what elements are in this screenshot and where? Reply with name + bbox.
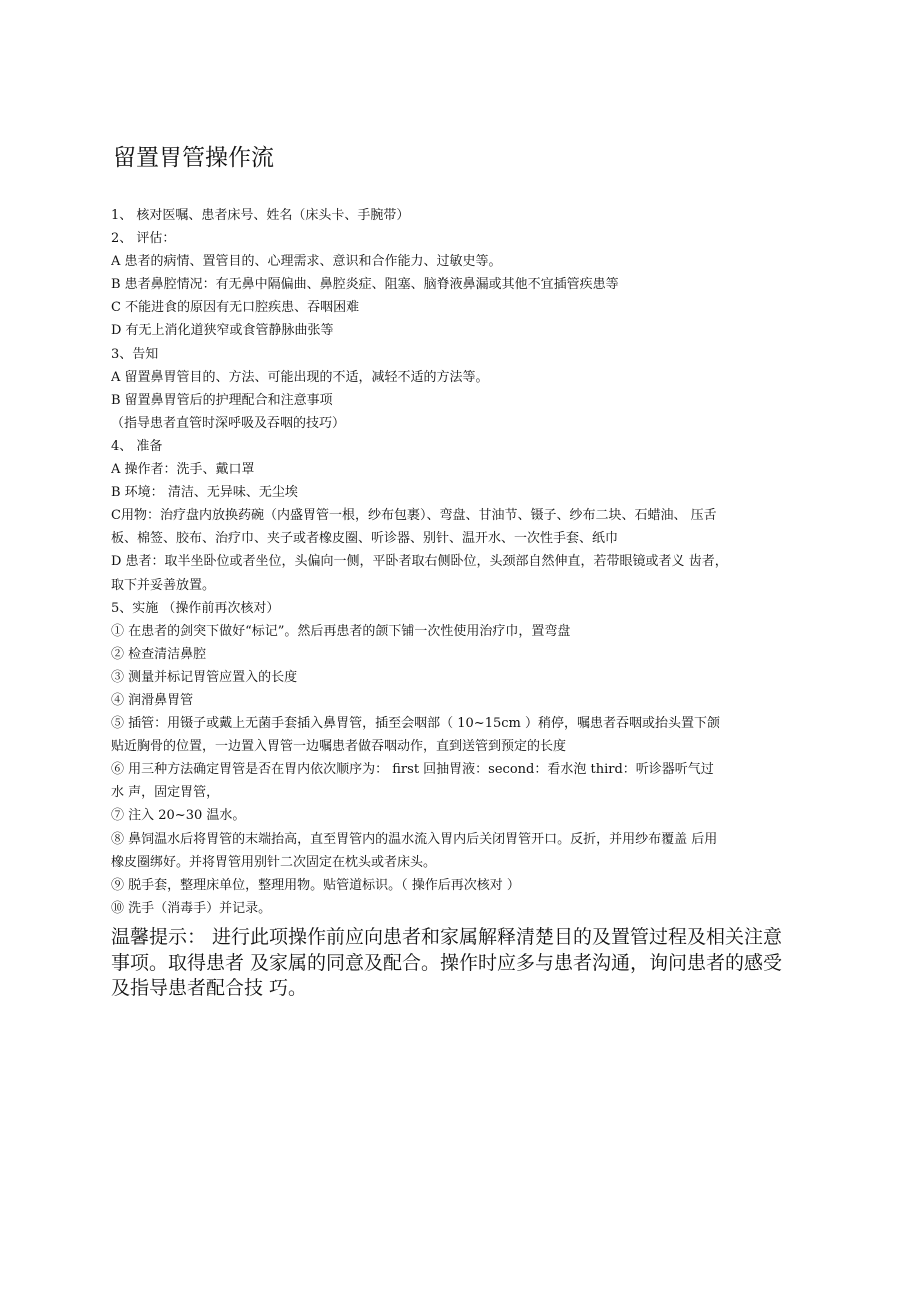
step-line: 1、 核对医嘱、患者床号、姓名（床头卡、手腕带） xyxy=(111,208,410,223)
step-line: C用物：治疗盘内放换药碗（内盛胃管一根，纱布包裹）、弯盘、甘油节、镊子、纱布二块、石蜡油、 压舌 xyxy=(111,508,717,524)
step-line: ② 检查清洁鼻腔 xyxy=(111,646,207,662)
step-line: B 环境： 清洁、无异味、无尘埃 xyxy=(111,485,298,501)
note-line: 温馨提示： 进行此项操作前应向患者和家属解释清楚目的及置管过程及相关注意 xyxy=(111,926,783,948)
step-line: ⑦ 注入 20~30 温水。 xyxy=(111,808,246,824)
step-line: ⑥ 用三种方法确定胃管是否在胃内依次顺序为： first 回抽胃液：second：看水泡 third：听诊器听气过 xyxy=(111,762,714,778)
step-line: ⑩ 洗手（消毒手）并记录。 xyxy=(111,900,272,916)
step-line: B 留置鼻胃管后的护理配合和注意事项 xyxy=(111,392,333,408)
step-line: 橡皮圈绑好。并将胃管用别针二次固定在枕头或者床头。 xyxy=(111,854,437,870)
note-line: 事项。取得患者 及家属的同意及配合。操作时应多与患者沟通，询问患者的感受 xyxy=(111,951,783,974)
step-line: D 有无上消化道狭窄或食管静脉曲张等 xyxy=(111,323,334,339)
document-title: 留置胃管操作流 xyxy=(113,145,274,171)
step-line: C 不能进食的原因有无口腔疾患、吞咽困难 xyxy=(111,300,360,316)
step-line: A 患者的病情、置管目的、心理需求、意识和合作能力、过敏史等。 xyxy=(111,254,502,270)
step-line: 4、 准备 xyxy=(111,438,163,454)
step-line: 水 声，固定胃管， xyxy=(111,785,220,801)
step-line: 贴近胸骨的位置，一边置入胃管一边嘱患者做吞咽动作，直到送管到预定的长度 xyxy=(111,739,567,755)
step-line: ③ 测量并标记胃管应置入的长度 xyxy=(111,669,298,685)
step-line: 板、棉签、胶布、治疗巾、夹子或者橡皮圈、听诊器、别针、温开水、一次性手套、纸巾 xyxy=(111,531,619,547)
step-line: 2、 评估： xyxy=(111,231,176,247)
warm-tip-note xyxy=(111,925,801,1002)
step-line: D 患者：取半坐卧位或者坐位，头偏向一侧，平卧者取右侧卧位，头颈部自然伸直，若带眼镜或者义 齿者， xyxy=(111,554,728,570)
step-line: ④ 润滑鼻胃管 xyxy=(111,692,194,708)
step-line: A 操作者：洗手、戴口罩 xyxy=(111,462,255,478)
step-line: A 留置鼻胃管目的、方法、可能出现的不适，减轻不适的方法等。 xyxy=(111,369,489,385)
step-line: ⑨ 脱手套，整理床单位，整理用物。贴管道标识。（ 操作后再次核对 ） xyxy=(111,877,520,893)
step-line: ⑧ 鼻饲温水后将胃管的末端抬高，直至胃管内的温水流入胃内后关闭胃管开口。反折，并用纱布覆盖 后用 xyxy=(111,831,718,847)
procedure-steps xyxy=(111,204,795,920)
step-line: 5、实施 （操作前再次核对） xyxy=(111,600,280,616)
step-line: 取下并妥善放置。 xyxy=(111,577,216,593)
step-line: ⑤ 插管：用镊子或戴上无菌手套插入鼻胃管，插至会咽部（ 10~15cm ）稍停，嘱患者吞咽或抬头置下颌 xyxy=(111,716,720,732)
step-line: ① 在患者的剑突下做好“标记”。然后再患者的颌下铺一次性使用治疗巾，置弯盘 xyxy=(111,623,571,639)
step-line: （指导患者直管时深呼吸及吞咽的技巧） xyxy=(111,415,346,431)
note-line: 及指导患者配合技 巧。 xyxy=(111,977,308,999)
step-line: 3、告知 xyxy=(111,346,159,362)
step-line: B 患者鼻腔情况：有无鼻中隔偏曲、鼻腔炎症、阻塞、脑脊液鼻漏或其他不宜插管疾患等 xyxy=(111,277,619,293)
